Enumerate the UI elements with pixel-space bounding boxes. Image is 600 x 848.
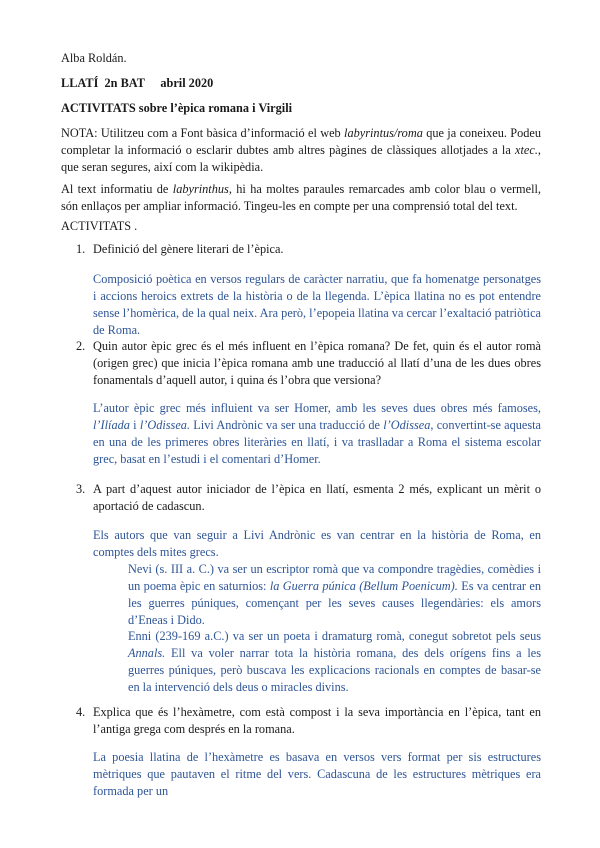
enni-text: Ell va voler narrar tota la història romana, des dels orígens fins a les guerres púniques, però buscava les explicacions racionals en comptes de basar-se en la intervenció dels deus o miracles divins.	[128, 646, 542, 694]
work-title-annals: Annals.	[128, 646, 166, 660]
nevi-text: Es va centrar en les guerres púniques, començant per les seves causes llegendàries: els amors d’Eneas i Dido.	[128, 579, 541, 627]
activities-heading: ACTIVITATS .	[61, 219, 138, 233]
author-name: Alba Roldán.	[61, 51, 127, 65]
q3-enni-paragraph	[128, 628, 541, 696]
subject-label: LLATÍ	[61, 76, 99, 90]
work-title-odissea: l’Odissea	[383, 418, 431, 432]
q2-question: Quin autor èpic grec és el més influent en l’èpica romana? De fet, quin és el autor romà (origen grec) que inicia l’èpica romana amb une traducció al llatí d’una de les dues obres fonamentals d’aquell autor, i quina és l’obra que versiona?	[93, 339, 541, 387]
document-title: ACTIVITATS sobre l’èpica romana i Virgili	[61, 101, 293, 115]
nota-paragraph	[61, 125, 541, 176]
q3-number: 3.	[76, 482, 86, 496]
work-title-odissea: l’Odissea.	[139, 418, 191, 432]
course-label: 2n BAT	[104, 76, 145, 90]
nota-suffix: , que seran segures, així com la wikipèdia.	[61, 143, 541, 174]
q2-answer-part: , convertint-se aquesta en una de les primeres obres literàries en llatí, i va traslladar a Roma el sistema escolar grec, basat en l’estudi i el comentari d’Homer.	[93, 418, 542, 466]
q3-answer-intro: Els autors que van seguir a Livi Andrònic es van centrar en la història de Roma, en comptes dels mites grecs.	[93, 528, 541, 559]
course-line	[61, 75, 213, 92]
nota-text: que ja coneixeu. Podeu completar la informació o esclarir dubtes amb altres pàgines de clàssiques allotjades a la	[61, 126, 542, 157]
q1-answer: Composició poètica en versos regulars de caràcter narratiu, que fa homenatge personatges i accions heroics extrets de la història o de la llegenda. L’èpica llatina no es pot entendre sense l’homèrica, de la qual neix. Ara però, l’epopeia llatina va cercar l’exaltació patriòtica de Roma.	[93, 272, 541, 337]
xtec-link[interactable]: xtec.	[515, 143, 538, 157]
q1-question: Definició del gènere literari de l’èpica.	[93, 242, 284, 256]
q2-answer-part: L’autor èpic grec més influient va ser Homer, amb les seves dues obres més famoses,	[93, 401, 541, 415]
q3-nevi-paragraph	[128, 561, 541, 629]
labyrinthus-link[interactable]: labyrinthus	[172, 182, 229, 196]
q4-number: 4.	[76, 705, 86, 719]
q2-number: 2.	[76, 339, 86, 353]
labyrintus-link[interactable]: labyrintus/roma	[344, 126, 423, 140]
q1-number: 1.	[76, 242, 86, 256]
q4-question: Explica que és l’hexàmetre, com està compost i la seva importància en l’èpica, tant en l’antiga grega com després en la romana.	[93, 705, 541, 736]
work-title-iliada: l’Ilíada	[93, 418, 130, 432]
q2-answer-part: Livi Andrònic va ser una traducció de	[193, 418, 381, 432]
q2-answer	[93, 400, 541, 468]
nota-prefix: NOTA: Utilitzeu com a Font bàsica d’informació el web	[61, 126, 341, 140]
date-label: abril 2020	[160, 76, 214, 90]
q2-answer-part: i	[133, 418, 137, 432]
intro-prefix: Al text informatiu de	[61, 182, 169, 196]
enni-text: Enni (239-169 a.C.) va ser un poeta i dramaturg romà, conegut sobretot pels seus	[128, 629, 541, 643]
intro-paragraph	[61, 181, 541, 215]
q4-answer: La poesia llatina de l’hexàmetre es basava en versos vers format per sis estructures mètriques que pautaven el ritme del vers. Cadascuna de les estructures mètriques era formada per un	[93, 750, 541, 798]
q3-question: A part d’aquest autor iniciador de l’èpica en llatí, esmenta 2 més, explicant un mèrit o aportació de cadascun.	[93, 482, 541, 513]
work-title-bellum-poenicum: la Guerra púnica (Bellum Poenicum).	[269, 579, 458, 593]
intro-suffix: , hi ha moltes paraules remarcades amb color blau o vermell, són enllaços per ampliar informació. Tingeu-les en compte per una comprensió total del text.	[61, 182, 541, 213]
nevi-text: Nevi (s. III a. C.) va ser un escriptor romà que va compondre tragèdies, comèdies i un poema èpic en saturnios:	[128, 562, 541, 593]
